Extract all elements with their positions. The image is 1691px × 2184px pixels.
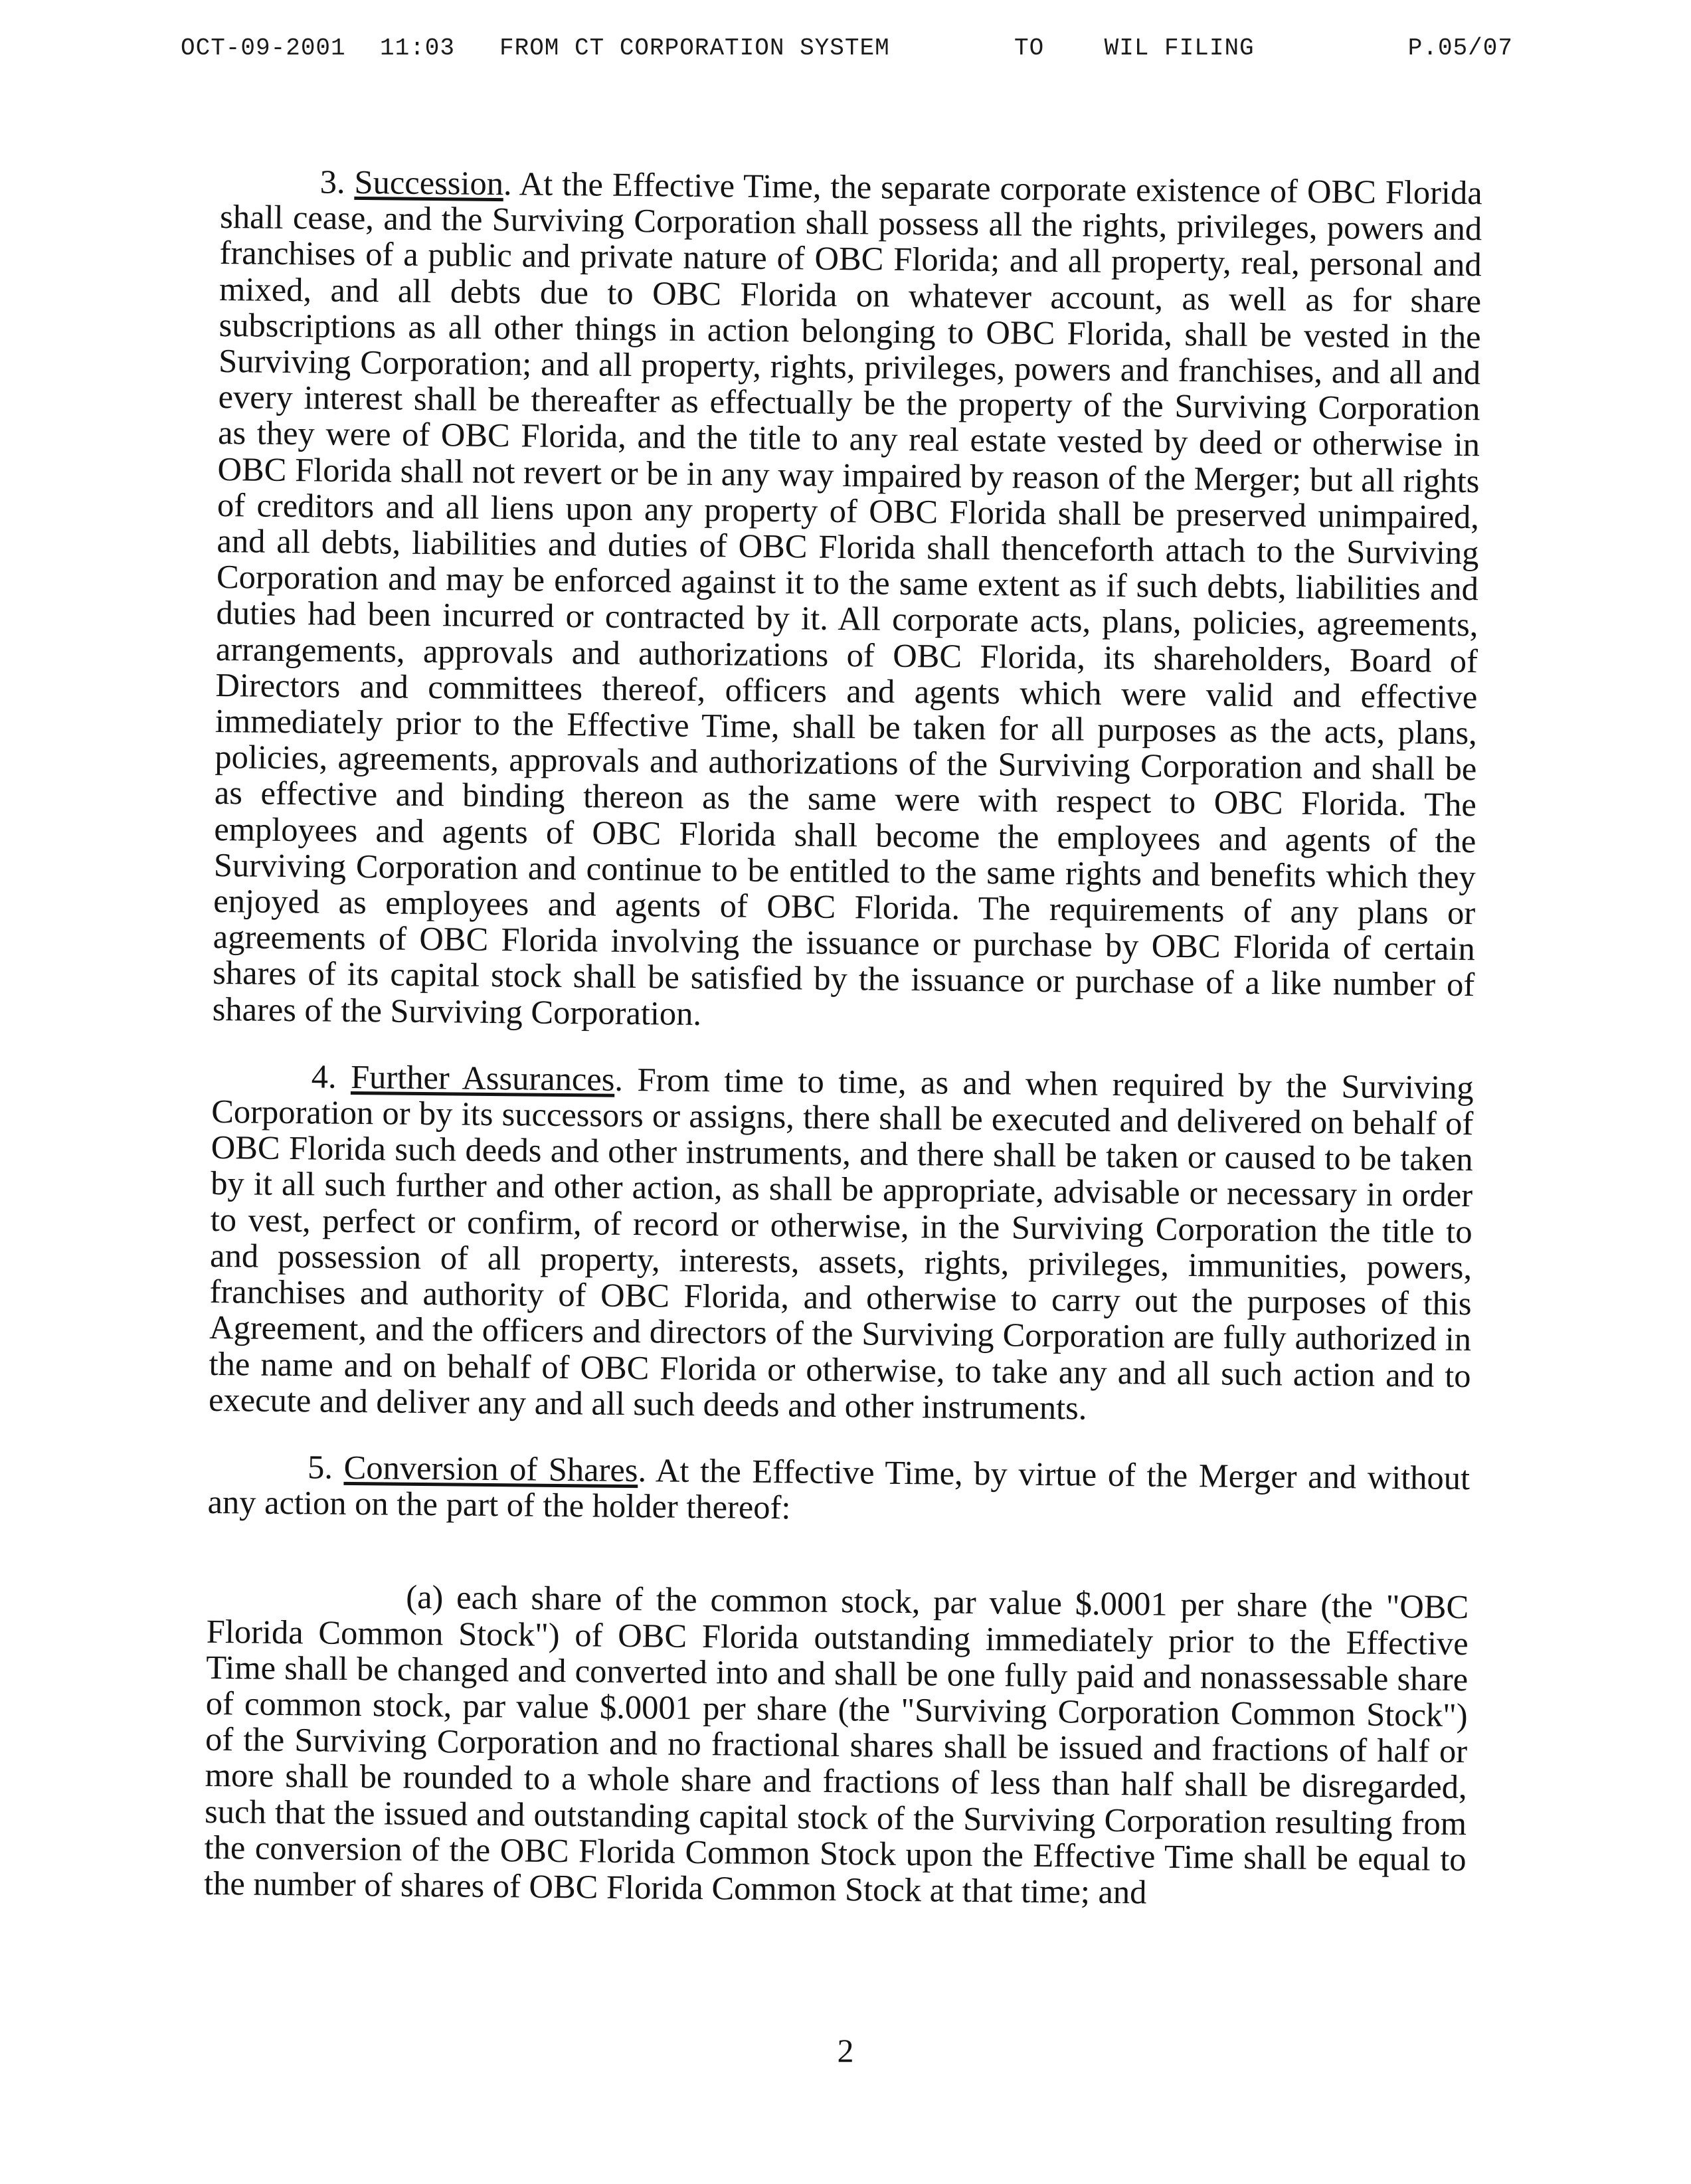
- section-text: . At the Effective Time, by virtue of the Merger and without any action on the part of the holder thereof:: [207, 1451, 1470, 1526]
- section-succession: [213, 163, 1482, 1039]
- section-number: 4.: [311, 1057, 337, 1095]
- section-text: . At the Effective Time, the separate corporate existence of OBC Florida shall cease, and the Surviving Corporation shall possess all the rights, privileges, powers and franchises of a public and private nature of OBC Florida; and all property, real, personal and mixed, and all debts due to OBC Florida on whatever account, as well as for share subscriptions as all other things in action belonging to OBC Florida, shall be vested in the Surviving Corporation; and all property, rights, privileges, powers and franchises, and all and every interest shall be thereafter as effectually be the property of the Surviving Corporation as they were of OBC Florida, and the title to any real estate vested by deed or otherwise in OBC Florida shall not revert or be in any way impaired by reason of the Merger; but all rights of creditors and all liens upon any property of OBC Florida shall be preserved unimpaired, and all debts, liabilities and duties of OBC Florida shall thenceforth attach to the Surviving Corporation and may be enforced against it to the same extent as if such debts, liabilities and duties had been incurred or contracted by it. All corporate acts, plans, policies, agreements, arrangements, approvals and authorizations of OBC Florida, its shareholders, Board of Directors and committees thereof, officers and agents which were valid and effective immediately prior to the Effective Time, shall be taken for all purposes as the acts, plans, policies, agreements, approvals and authorizations of the Surviving Corporation and shall be as effective and binding thereon as the same were with respect to OBC Florida. The employees and agents of OBC Florida shall become the employees and agents of the Surviving Corporation and continue to be entitled to the same rights and benefits which they enjoyed as employees and agents of OBC Florida. The requirements of any plans or agreements of OBC Florida involving the issuance or purchase by OBC Florida of certain shares of its capital stock shall be satisfied by the issuance or purchase of a like number of shares of the Surviving Corporation.: [212, 165, 1482, 1032]
- section-number: 3.: [319, 163, 345, 201]
- page-number: 2: [837, 2032, 854, 2069]
- document-body: [204, 163, 1482, 1913]
- section-conversion-of-shares: [207, 1448, 1470, 1532]
- section-text: . From time to time, as and when required by the Surviving Corporation or by its successors or assigns, there shall be executed and delivered on behalf of OBC Florida such deeds and other instruments, and there shall be taken or caused to be taken by it all such further and other action, as shall be appropriate, advisable or necessary in order to vest, perfect or confirm, of record or otherwise, in the Surviving Corporation the title to and possession of all property, interests, assets, rights, privileges, immunities, powers, franchises and authority of OBC Florida, and otherwise to carry out the purposes of this Agreement, and the officers and directors of the Surviving Corporation are fully authorized in the name and on behalf of OBC Florida or otherwise, to take any and all such action and to execute and deliver any and all such deeds and other instruments.: [208, 1060, 1474, 1427]
- fax-page-count: P.05/07: [1407, 35, 1513, 62]
- fax-header: [181, 35, 1513, 68]
- section-number: 5.: [307, 1448, 333, 1486]
- fax-to: TO WIL FILING: [1014, 35, 1255, 62]
- section-heading: Succession: [354, 163, 504, 203]
- fax-time: 11:03: [380, 35, 456, 62]
- section-heading: Conversion of Shares: [343, 1448, 638, 1489]
- section-heading: Further Assurances: [350, 1057, 615, 1098]
- section-further-assurances: [209, 1057, 1474, 1429]
- subsection-a: (a) each share of the common stock, par value $.0001 per share (the "OBC Florida Common Stock") of OBC Florida outstanding immediately prior to the Effective Time shall be changed and converted into and shall be one fully paid and nonassessable share of common stock, par value $.0001 per share (the "Surviving Corporation Common Stock") of the Surviving Corporation and no fractional shares shall be issued and fractions of half or more shall be rounded to a whole share and fractions of less than half shall be disregarded, such that the issued and outstanding capital stock of the Surviving Corporation resulting from the conversion of the OBC Florida Common Stock upon the Effective Time shall be equal to the number of shares of OBC Florida Common Stock at that time; and: [203, 1578, 1469, 1911]
- fax-from: FROM CT CORPORATION SYSTEM: [499, 35, 890, 62]
- fax-date: OCT-09-2001: [181, 35, 346, 62]
